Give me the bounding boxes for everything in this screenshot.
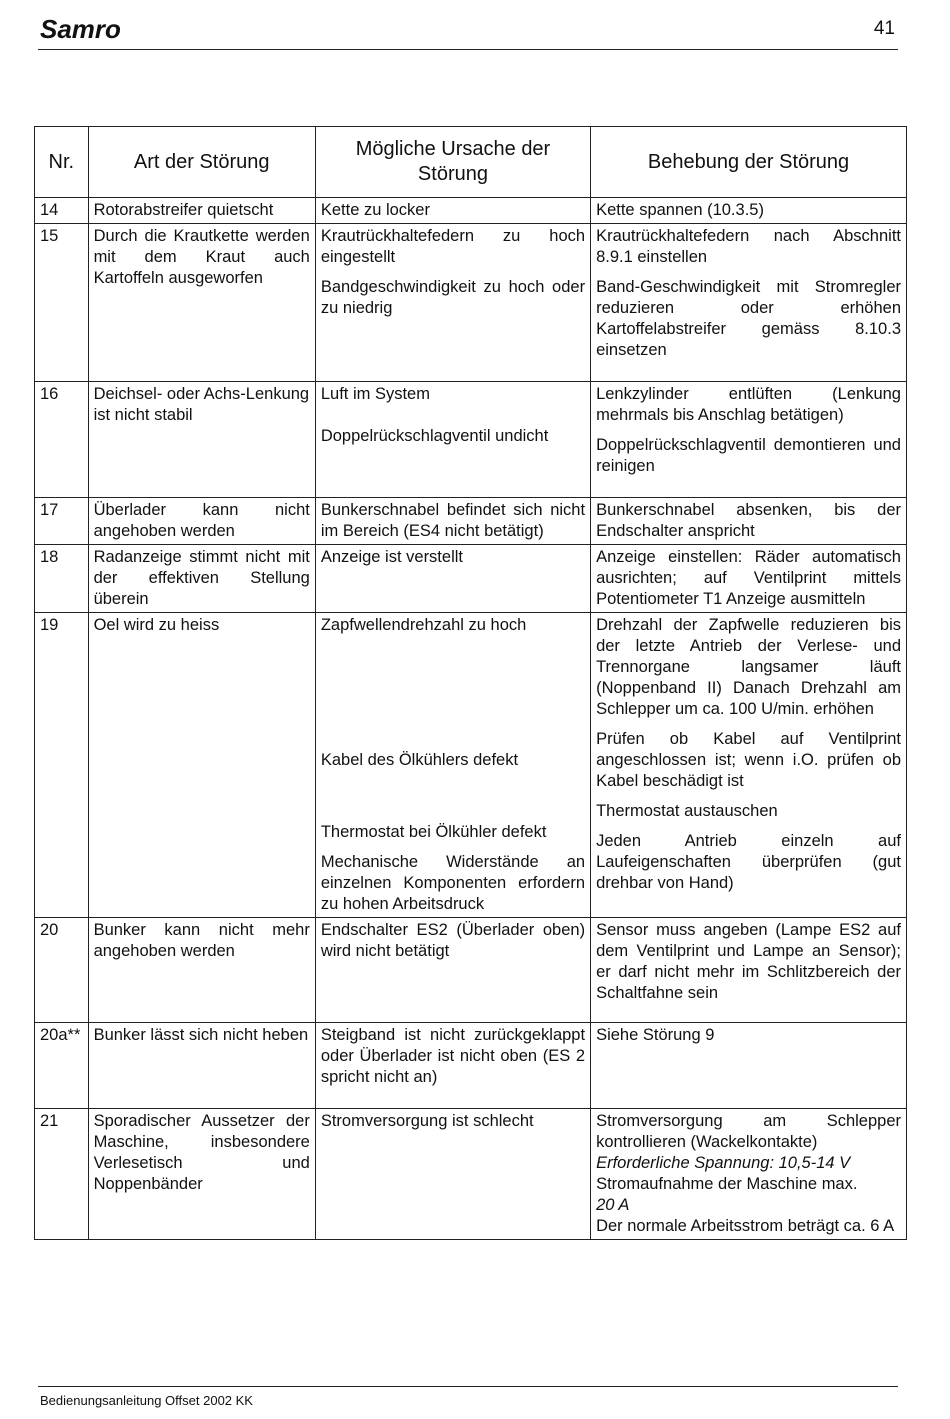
fix-text-italic: 20 A	[596, 1196, 630, 1214]
row-cause	[315, 1109, 590, 1240]
table-row	[35, 498, 907, 545]
fix-text: Bunkerschnabel absenken, bis der Endschalter anspricht	[596, 501, 901, 540]
row-cause	[315, 498, 590, 545]
cause-text: Zapfwellendrehzahl zu hoch	[320, 616, 527, 634]
row-art: Oel wird zu heiss	[88, 613, 315, 918]
row-fix	[591, 1109, 907, 1240]
cause-text: Endschalter ES2 (Überlader oben) wird nicht betätigt	[320, 921, 586, 960]
row-fix	[591, 918, 907, 1023]
row-art: Durch die Krautkette werden mit dem Kraut auch Kartoffeln ausgeworfen	[88, 224, 315, 382]
header-ursache: Mögliche Ursache der Störung	[315, 127, 590, 198]
cause-text: Mechanische Widerstände an einzelnen Komponenten erfordern zu hohen Arbeitsdruck	[320, 853, 586, 913]
fix-text: Doppelrückschlagventil demontieren und reinigen	[596, 436, 901, 475]
row-nr: 17	[35, 498, 89, 545]
row-cause	[315, 198, 590, 224]
row-nr: 14	[35, 198, 89, 224]
row-nr: 20a**	[35, 1023, 89, 1109]
fix-text: Prüfen ob Kabel auf Ventilprint angeschlossen ist; wenn i.O. prüfen ob Kabel beschädigt ist	[596, 730, 901, 790]
row-art: Sporadischer Aussetzer der Maschine, insbesondere Verlesetisch und Noppenbänder	[88, 1109, 315, 1240]
troubleshooting-table	[34, 126, 907, 1240]
cause-text: Doppelrückschlagventil undicht	[320, 427, 549, 445]
cause-text: Kabel des Ölkühlers defekt	[320, 751, 519, 769]
fix-text-italic: Erforderliche Spannung: 10,5-14 V	[596, 1154, 851, 1172]
fix-text: Lenkzylinder entlüften (Lenkung mehrmals bis Anschlag betätigen)	[596, 385, 901, 424]
cause-text: Bandgeschwindigkeit zu hoch oder zu niedrig	[320, 278, 586, 317]
row-nr: 21	[35, 1109, 89, 1240]
page-number: 41	[873, 18, 895, 39]
table-row	[35, 1109, 907, 1240]
fix-text: Stromaufnahme der Maschine max.	[596, 1175, 858, 1193]
fix-text: Stromversorgung am Schlepper kontrollieren (Wackelkontakte)	[596, 1112, 901, 1151]
row-fix	[591, 198, 907, 224]
header-nr: Nr.	[35, 127, 89, 198]
row-fix	[591, 1023, 907, 1109]
cause-text: Stromversorgung ist schlecht	[320, 1112, 534, 1130]
fix-text: Krautrückhaltefedern nach Abschnitt 8.9.1 einstellen	[596, 227, 901, 266]
cause-text: Krautrückhaltefedern zu hoch eingestellt	[320, 227, 586, 266]
fix-text: Thermostat austauschen	[596, 802, 778, 820]
row-art: Deichsel- oder Achs-Lenkung ist nicht stabil	[88, 382, 315, 498]
row-nr: 16	[35, 382, 89, 498]
row-cause	[315, 545, 590, 613]
row-nr: 18	[35, 545, 89, 613]
fix-text: Anzeige einstellen: Räder automatisch ausrichten; auf Ventilprint mittels Potentiometer T1 Anzeige ausmitteln	[596, 548, 901, 608]
cause-text: Thermostat bei Ölkühler defekt	[320, 823, 547, 841]
table-row	[35, 1023, 907, 1109]
fix-text: Der normale Arbeitsstrom beträgt ca. 6 A	[596, 1217, 895, 1235]
row-fix	[591, 382, 907, 498]
brand-logo: Samro	[40, 14, 121, 44]
table-header-row	[35, 127, 907, 198]
table-row	[35, 224, 907, 382]
cause-text: Anzeige ist verstellt	[320, 548, 463, 566]
row-art: Bunker lässt sich nicht heben	[88, 1023, 315, 1109]
row-fix	[591, 498, 907, 545]
table-row	[35, 918, 907, 1023]
fix-text: Kette spannen (10.3.5)	[596, 201, 764, 219]
fix-text: Siehe Störung 9	[596, 1026, 715, 1044]
table-row	[35, 545, 907, 613]
header-divider	[38, 49, 898, 50]
fix-text: Drehzahl der Zapfwelle reduzieren bis der letzte Antrieb der Verlese- und Trennorgane langsamer läuft (Noppenband II) Danach Drehzahl am Schlepper um ca. 100 U/min. erhöhen	[596, 616, 901, 718]
row-fix	[591, 613, 907, 918]
footer-divider	[38, 1386, 898, 1387]
header-art: Art der Störung	[88, 127, 315, 198]
row-art: Bunker kann nicht mehr angehoben werden	[88, 918, 315, 1023]
row-fix	[591, 224, 907, 382]
row-nr: 20	[35, 918, 89, 1023]
header-behebung: Behebung der Störung	[591, 127, 907, 198]
row-cause	[315, 613, 590, 918]
table-row	[35, 198, 907, 224]
table-row	[35, 613, 907, 918]
fix-text: Jeden Antrieb einzeln auf Laufeigenschaften überprüfen (gut drehbar von Hand)	[596, 832, 901, 892]
row-nr: 19	[35, 613, 89, 918]
row-nr: 15	[35, 224, 89, 382]
row-art: Radanzeige stimmt nicht mit der effektiven Stellung überein	[88, 545, 315, 613]
row-cause	[315, 382, 590, 498]
cause-text: Bunkerschnabel befindet sich nicht im Bereich (ES4 nicht betätigt)	[320, 501, 586, 540]
row-cause	[315, 918, 590, 1023]
row-art: Überlader kann nicht angehoben werden	[88, 498, 315, 545]
footer-text: Bedienungsanleitung Offset 2002 KK	[40, 1393, 253, 1408]
table-row	[35, 382, 907, 498]
fix-text: Band-Geschwindigkeit mit Stromregler reduzieren oder erhöhen Kartoffelabstreifer gemäss 8.10.3 einsetzen	[596, 278, 901, 359]
row-cause	[315, 1023, 590, 1109]
row-cause	[315, 224, 590, 382]
row-art: Rotorabstreifer quietscht	[88, 198, 315, 224]
row-fix	[591, 545, 907, 613]
cause-text: Luft im System	[320, 385, 430, 403]
cause-text: Kette zu locker	[320, 201, 430, 219]
cause-text: Steigband ist nicht zurückgeklappt oder Überlader ist nicht oben (ES 2 spricht nicht an)	[320, 1026, 586, 1086]
fix-text: Sensor muss angeben (Lampe ES2 auf dem Ventilprint und Lampe an Sensor); er darf nicht mehr im Schlitzbereich der Schaltfahne sein	[596, 921, 901, 1002]
